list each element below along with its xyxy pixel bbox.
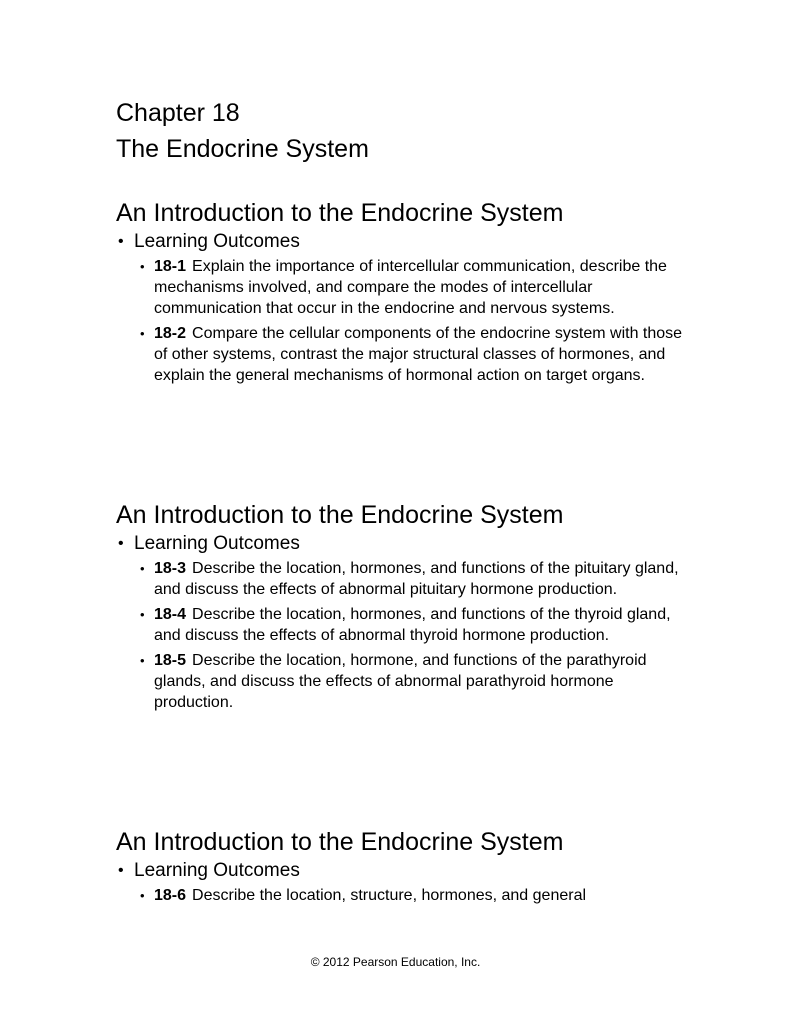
bullet-icon: • [140,607,145,622]
bullet-icon: • [118,535,124,552]
chapter-header [116,95,369,167]
learning-outcomes-label: Learning Outcomes [134,533,300,554]
outcome-text: Describe the location, hormone, and functions of the parathyroid glands, and discuss the effects of abnormal parathyroid hormone production. [154,652,647,711]
outcome-text: Explain the importance of intercellular communication, describe the mechanisms involved, and compare the modes of intercellular communication that occur in the endocrine and nervous systems. [154,258,667,317]
outcome-item [140,650,694,713]
chapter-number: Chapter 18 [116,99,240,127]
outcome-item [140,885,694,906]
section-3 [116,827,716,910]
outcome-list [140,885,694,906]
bullet-icon: • [140,326,145,341]
outcome-text: Compare the cellular components of the endocrine system with those of other systems, contrast the major structural classes of hormones, and explain the general mechanisms of hormonal action on target organs. [154,325,683,384]
section-2 [116,500,716,717]
bullet-icon: • [140,653,145,668]
learning-outcomes-heading [118,230,716,254]
learning-outcomes-label: Learning Outcomes [134,231,300,252]
section-title: An Introduction to the Endocrine System [116,501,564,529]
outcome-code: 18-2 [154,325,187,342]
section-title: An Introduction to the Endocrine System [116,199,564,227]
bullet-icon: • [118,862,124,879]
outcome-item [140,256,694,319]
section-1 [116,198,716,390]
learning-outcomes-heading [118,532,716,556]
bullet-icon: • [118,233,124,250]
outcome-code: 18-5 [154,652,187,669]
outcome-code: 18-6 [154,887,187,904]
learning-outcomes-heading [118,859,716,883]
outcome-code: 18-1 [154,258,187,275]
outcome-text: Describe the location, hormones, and functions of the pituitary gland, and discuss the effects of abnormal pituitary hormone production. [154,560,679,598]
outcome-code: 18-3 [154,560,187,577]
outcome-code: 18-4 [154,606,187,623]
section-title: An Introduction to the Endocrine System [116,828,564,856]
chapter-title: The Endocrine System [116,135,369,163]
bullet-icon: • [140,259,145,274]
copyright-footer: © 2012 Pearson Education, Inc. [310,955,481,969]
outcome-item [140,604,694,646]
outcome-text: Describe the location, structure, hormones, and general [192,887,587,904]
outcome-text: Describe the location, hormones, and functions of the thyroid gland, and discuss the effects of abnormal thyroid hormone production. [154,606,671,644]
learning-outcomes-label: Learning Outcomes [134,860,300,881]
outcome-item [140,558,694,600]
outcome-list [140,558,694,713]
outcome-list [140,256,694,386]
outcome-item [140,323,694,386]
bullet-icon: • [140,888,145,903]
bullet-icon: • [140,561,145,576]
